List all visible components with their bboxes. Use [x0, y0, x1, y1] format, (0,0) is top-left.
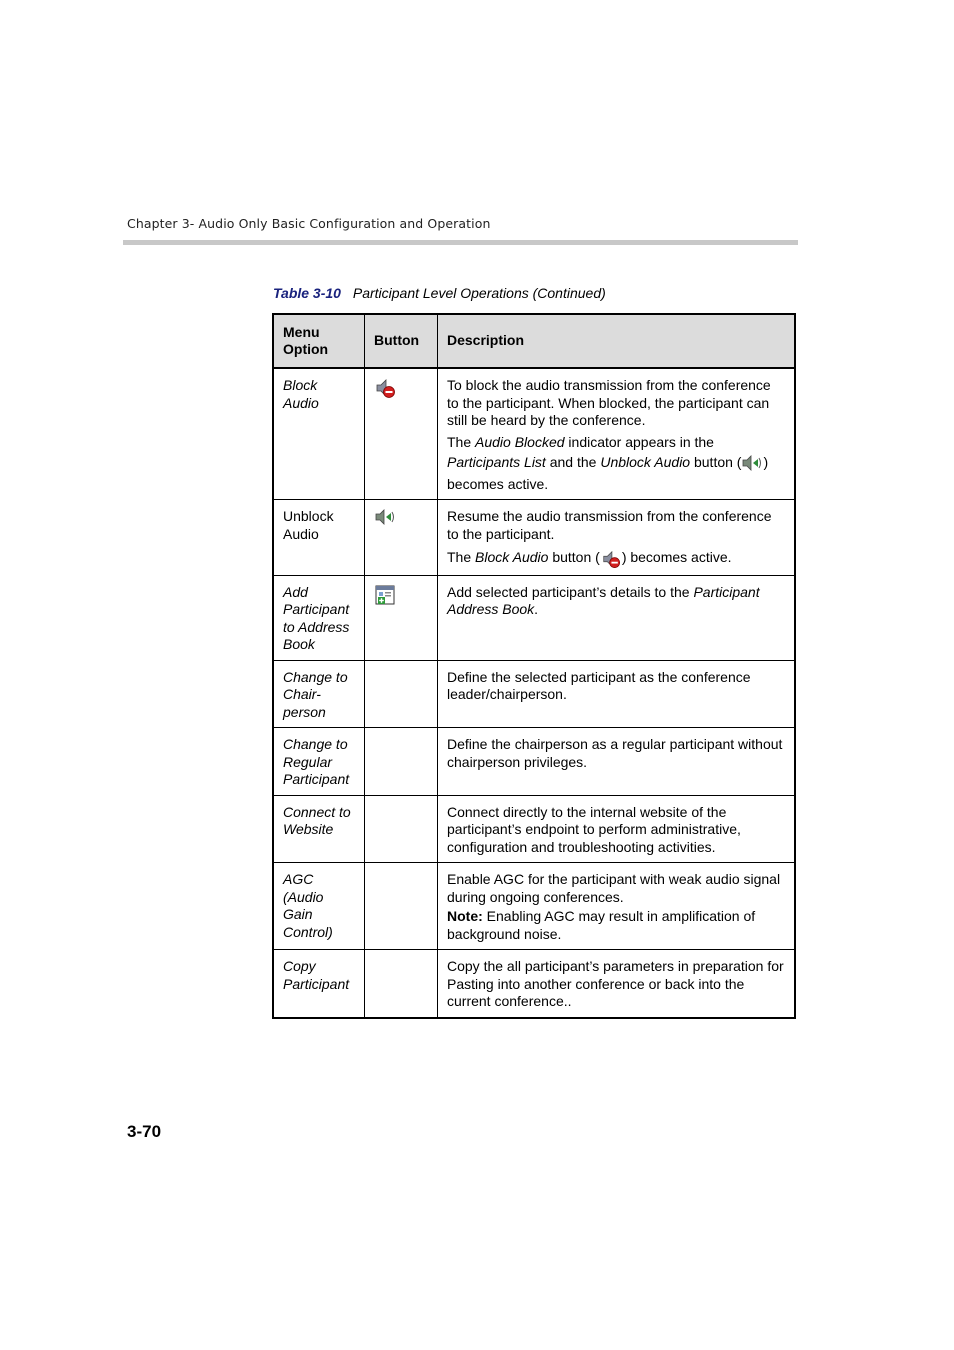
button-cell: [365, 368, 438, 500]
table-title: Participant Level Operations (Continued): [352, 285, 606, 301]
description-text: [447, 584, 785, 619]
text-run: ) becomes active.: [621, 549, 732, 566]
table-row: [273, 863, 795, 950]
description-text: Connect directly to the internal website of the participant’s endpoint to perform administrative, configuration and troubleshooting activities.: [447, 803, 741, 855]
text-run: ): [763, 453, 769, 470]
speaker-unblock-icon: [741, 454, 763, 472]
text-run: Add selected participant’s details to the: [447, 583, 694, 600]
description-cell: [438, 368, 796, 500]
description-cell: [438, 728, 796, 796]
description-text: To block the audio transmission from the conference to the participant. When blocked, the participant can still be heard by the conference.: [447, 377, 771, 428]
menu-option-cell: Unblock Audio: [273, 500, 365, 575]
text-run: .: [534, 601, 539, 618]
table-header-row: [273, 314, 795, 368]
button-cell: [365, 575, 438, 660]
text-run: Enabling AGC may result in amplification of background noise.: [447, 908, 756, 942]
table-row: [273, 660, 795, 728]
address-book-add-icon: [374, 584, 396, 606]
description-text: Copy the all participant’s parameters in preparation for Pasting into another conference or back into the current conference..: [447, 958, 784, 1010]
table-row: [273, 795, 795, 863]
text-run: Participants List: [447, 453, 546, 470]
button-cell: [365, 795, 438, 863]
table-row: [273, 368, 795, 500]
running-header: Chapter 3- Audio Only Basic Configuration and Operation: [127, 216, 491, 231]
description-cell: [438, 500, 796, 575]
menu-option-cell: Block Audio: [273, 368, 365, 500]
description-text: Enable AGC for the participant with weak audio signal during ongoing conferences.: [447, 871, 781, 905]
column-header-description: Description: [438, 314, 796, 368]
button-cell: [365, 660, 438, 728]
header-rule: [123, 240, 798, 245]
table-row: [273, 575, 795, 660]
button-cell: [365, 950, 438, 1018]
text-run: The: [447, 549, 476, 566]
table-caption: [273, 285, 606, 301]
speaker-blocked-icon: [374, 377, 396, 399]
table-row: [273, 728, 795, 796]
table-row: [273, 500, 795, 575]
description-cell: [438, 863, 796, 950]
text-run: button (: [548, 549, 600, 566]
menu-option-cell: AGC (Audio Gain Control): [273, 863, 365, 950]
operations-table: [272, 313, 796, 1019]
note-label: Note:: [447, 908, 483, 925]
button-cell: [365, 500, 438, 575]
text-run: indicator appears in the: [564, 433, 714, 450]
text-run: and the: [545, 453, 601, 470]
description-cell: [438, 660, 796, 728]
button-cell: [365, 728, 438, 796]
speaker-unblock-icon: [374, 508, 396, 526]
text-run: Audio Blocked: [475, 433, 565, 450]
description-cell: [438, 950, 796, 1018]
text-run: Participant Address Book: [447, 583, 760, 618]
menu-option-cell: Add Participant to Address Book: [273, 575, 365, 660]
text-run: The: [447, 433, 476, 450]
table-number: Table 3-10: [273, 285, 341, 301]
button-cell: [365, 863, 438, 950]
column-header-menu-option: Menu Option: [273, 314, 365, 368]
description-text: becomes active.: [447, 475, 549, 492]
speaker-blocked-icon: [600, 549, 622, 569]
table-row: [273, 950, 795, 1018]
description-cell: [438, 575, 796, 660]
text-run: Block Audio: [475, 549, 549, 566]
description-cell: [438, 795, 796, 863]
menu-option-cell: Connect to Website: [273, 795, 365, 863]
note-text: [447, 908, 785, 943]
text-run: Unblock Audio: [600, 453, 691, 470]
menu-option-cell: Copy Participant: [273, 950, 365, 1018]
menu-option-cell: Change to Chair-person: [273, 660, 365, 728]
column-header-button: Button: [365, 314, 438, 368]
text-run: button (: [690, 453, 742, 470]
description-text: Define the selected participant as the conference leader/chairperson.: [447, 668, 751, 703]
description-text: Resume the audio transmission from the conference to the participant.: [447, 508, 772, 542]
description-text: Define the chairperson as a regular participant without chairperson privileges.: [447, 736, 783, 770]
description-text: [447, 547, 785, 568]
page-number: 3-70: [127, 1122, 162, 1141]
description-text: [447, 432, 785, 472]
menu-option-cell: Change to Regular Participant: [273, 728, 365, 796]
